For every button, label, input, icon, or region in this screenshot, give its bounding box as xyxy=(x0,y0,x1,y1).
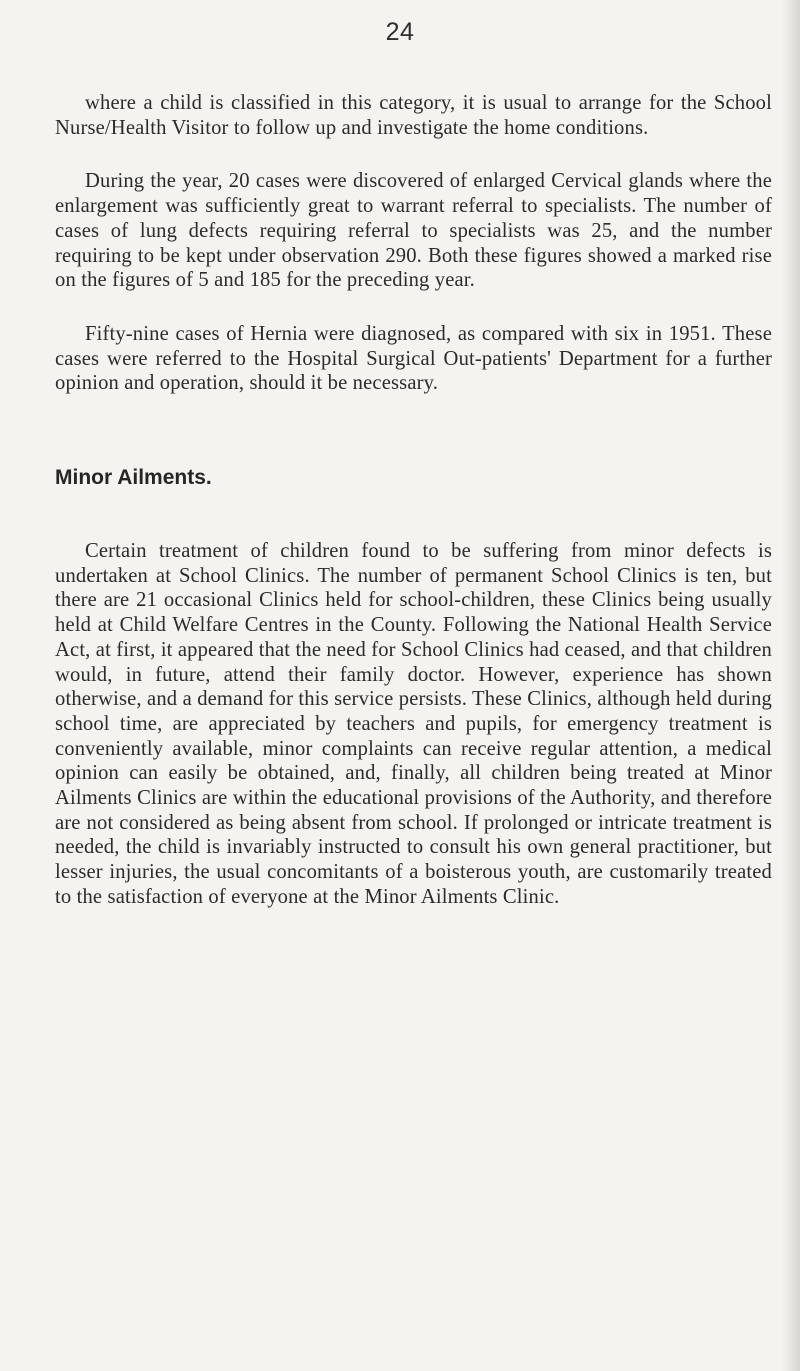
document-body xyxy=(55,91,772,910)
page-edge-shadow xyxy=(782,0,800,1371)
page-number: 24 xyxy=(385,18,415,46)
paragraph-home-conditions: where a child is classified in this category, it is usual to arrange for the School Nurse/Health Visitor to follow up and investigate the home conditions. xyxy=(55,92,772,139)
paragraph-cervical-glands: During the year, 20 cases were discovered of enlarged Cervical glands where the enlargement was sufficiently great to warrant referral to specialists. The number of cases of lung defects requiring referral to specialists was 25, and the number requiring to be kept under observation 290. Both these figures showed a marked rise on the figures of 5 and 185 for the preceding year. xyxy=(55,170,772,292)
section-heading-minor-ailments: Minor Ailments. xyxy=(55,466,212,490)
paragraph-hernia: Fifty-nine cases of Hernia were diagnosed, as compared with six in 1951. These cases were referred to the Hospital Surgical Out-patients' Department for a further opinion and operation, should it be necessary. xyxy=(55,322,772,395)
paragraph-minor-ailments: Certain treatment of children found to be suffering from minor defects is undertaken at School Clinics. The number of permanent School Clinics is ten, but there are 21 occasional Clinics held for school-children, these Clinics being usually held at Child Welfare Centres in the County. Following the National Health Service Act, at first, it appeared that the need for School Clinics had ceased, and that children would, in future, attend their family doctor. However, experience has shown otherwise, and a demand for this service persists. These Clinics, although held during school time, are appreciated by teachers and pupils, for emergency treatment is conveniently available, minor complaints can receive regular attention, a medical opinion can easily be obtained, and, finally, all children being treated at Minor Ailments Clinics are within the educational provisions of the Authority, and therefore are not considered as being absent from school. If prolonged or intricate treatment is needed, the child is invariably instructed to consult his own general practitioner, but lesser injuries, the usual concomitants of a boisterous youth, are customarily treated to the satisfaction of everyone at the Minor Ailments Clinic. xyxy=(55,540,772,908)
